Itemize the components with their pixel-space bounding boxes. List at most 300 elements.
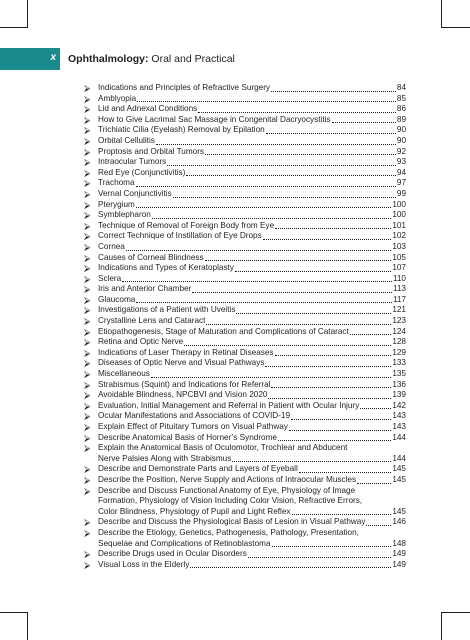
toc-entry-page: 101 [392, 220, 406, 230]
toc-entry-page: 128 [392, 337, 406, 347]
toc-entry-title: Iris and Anterior Chamber [98, 284, 192, 294]
toc-entry-content [98, 443, 406, 464]
toc-entry[interactable] [84, 390, 406, 401]
toc-entry-page: 89 [396, 114, 406, 124]
toc-entry-title: Retina and Optic Nerve [98, 337, 184, 347]
arrow-bullet-icon: ⮚ [84, 273, 91, 284]
toc-entry-line [98, 157, 406, 168]
toc-entry-title: Investigations of a Patient with Uveitis [98, 305, 236, 315]
dot-leader [271, 387, 391, 388]
toc-entry[interactable] [84, 517, 406, 528]
toc-entry[interactable] [84, 157, 406, 168]
toc-entry[interactable] [84, 115, 406, 126]
toc-entry[interactable] [84, 295, 406, 306]
toc-entry-line [98, 358, 406, 369]
crop-mark-top-right-v [441, 0, 442, 28]
toc-entry-title: Trichiatic Cilia (Eyelash) Removal by Epilation [98, 125, 265, 135]
toc-entry[interactable] [84, 178, 406, 189]
arrow-bullet-icon: ⮚ [84, 485, 91, 496]
toc-entry-title: Nerve Palsies Along with Strabismus [98, 453, 232, 463]
toc-entry-content [98, 168, 406, 179]
toc-entry-content [98, 83, 406, 94]
arrow-bullet-icon: ⮚ [84, 146, 91, 157]
arrow-bullet-icon: ⮚ [84, 199, 91, 210]
toc-entry[interactable] [84, 274, 406, 285]
toc-entry-line [98, 263, 406, 274]
toc-entry-content [98, 284, 406, 295]
toc-entry-line [98, 401, 406, 412]
toc-entry-title: Causes of Corneal Blindness [98, 252, 204, 262]
arrow-bullet-icon: ⮚ [84, 337, 91, 348]
toc-entry-line [98, 380, 406, 391]
dot-leader [136, 186, 396, 187]
toc-entry-content [98, 560, 406, 571]
toc-entry-title: Miscellaneous [98, 369, 150, 379]
toc-entry-content [98, 136, 406, 147]
toc-entry[interactable] [84, 433, 406, 444]
toc-entry-line [98, 147, 406, 158]
toc-entry-line [98, 464, 406, 475]
toc-entry-line [98, 327, 406, 338]
toc-entry-title: Vernal Conjunctivitis [98, 188, 172, 198]
dot-leader [173, 197, 396, 198]
dot-leader [291, 419, 391, 420]
toc-entry-line [98, 369, 406, 380]
dot-leader [190, 567, 391, 568]
arrow-bullet-icon: ⮚ [84, 316, 91, 327]
toc-entry-content [98, 104, 406, 115]
toc-entry-title: Etiopathogenesis, Stage of Maturation and Complications of Cataract [98, 326, 349, 336]
toc-entry-content [98, 358, 406, 369]
dot-leader [236, 313, 391, 314]
toc-entry-title: Proptosis and Orbital Tumors [98, 146, 205, 156]
toc-entry-line [98, 348, 406, 359]
toc-entry[interactable] [84, 136, 406, 147]
toc-entry-content [98, 528, 406, 549]
toc-entry-title: Describe Drugs used in Ocular Disorders [98, 549, 247, 559]
toc-entry-content [98, 369, 406, 380]
toc-entry-line [98, 200, 406, 211]
dot-leader [205, 154, 396, 155]
arrow-bullet-icon: ⮚ [84, 157, 91, 168]
toc-entry-content [98, 380, 406, 391]
toc-entry-page: 85 [396, 93, 406, 103]
toc-entry-title: Describe and Discuss Functional Anatomy of Eye, Physiology of Image [98, 485, 356, 495]
toc-entry-content [98, 401, 406, 412]
arrow-bullet-icon: ⮚ [84, 379, 91, 390]
toc-entry[interactable] [84, 337, 406, 348]
toc-entry[interactable] [84, 200, 406, 211]
arrow-bullet-icon: ⮚ [84, 210, 91, 221]
toc-entry-line [98, 475, 406, 486]
arrow-bullet-icon: ⮚ [84, 527, 91, 538]
toc-entry-content [98, 115, 406, 126]
arrow-bullet-icon: ⮚ [84, 390, 91, 401]
toc-entry-title: Indications and Principles of Refractive Surgery [98, 83, 271, 92]
dot-leader [137, 101, 396, 102]
toc-entry-content [98, 464, 406, 475]
toc-entry-content [98, 210, 406, 221]
toc-entry-content [98, 475, 406, 486]
dot-leader [272, 546, 392, 547]
arrow-bullet-icon: ⮚ [84, 326, 91, 337]
toc-entry[interactable] [84, 560, 406, 571]
toc-entry-title: Sclera [98, 273, 122, 283]
toc-entry-line [98, 411, 406, 422]
toc-entry-title: Visual Loss in the Elderly [98, 559, 190, 569]
dot-leader [265, 366, 391, 367]
toc-entry-title: Intraocular Tumors [98, 157, 167, 167]
dot-leader [278, 440, 391, 441]
toc-entry-page: 143 [392, 411, 406, 421]
toc-entry[interactable] [84, 210, 406, 221]
toc-entry-line [98, 560, 406, 571]
crop-mark-bottom-right-v [441, 612, 442, 640]
toc-entry[interactable] [84, 348, 406, 359]
toc-entry-content [98, 242, 406, 253]
dot-leader [235, 271, 391, 272]
toc-entry-content [98, 337, 406, 348]
arrow-bullet-icon: ⮚ [84, 252, 91, 263]
toc-entry-page: 99 [396, 188, 406, 198]
toc-entry-page: 124 [392, 326, 406, 336]
dot-leader [271, 91, 396, 92]
toc-entry-page: 148 [392, 538, 406, 548]
toc-entry-page: 90 [396, 125, 406, 135]
toc-entry[interactable] [84, 189, 406, 200]
dot-leader [122, 281, 392, 282]
arrow-bullet-icon: ⮚ [84, 474, 91, 485]
toc-entry[interactable] [84, 125, 406, 136]
arrow-bullet-icon: ⮚ [84, 464, 91, 475]
toc-entry-content [98, 486, 406, 518]
toc-entry-title: Strabismus (Squint) and Indications for Referral [98, 379, 271, 389]
toc-entry-line [98, 549, 406, 560]
toc-entry[interactable] [84, 528, 406, 549]
toc-entry-title: Describe and Discuss the Physiological Basis of Lesion in Visual Pathway [98, 517, 366, 527]
toc-entry-content [98, 348, 406, 359]
toc-entry-line [98, 295, 406, 306]
toc-entry-content [98, 178, 406, 189]
toc-entry[interactable] [84, 104, 406, 115]
arrow-bullet-icon: ⮚ [84, 369, 91, 380]
toc-entry-title: Cornea [98, 241, 125, 251]
toc-entry[interactable] [84, 401, 406, 412]
toc-entry-page: 133 [392, 358, 406, 368]
dot-leader [268, 398, 391, 399]
arrow-bullet-icon: ⮚ [84, 358, 91, 369]
toc-entry-page: 103 [392, 241, 406, 251]
toc-entry-line [98, 316, 406, 327]
toc-entry-page: 110 [392, 273, 406, 283]
arrow-bullet-icon: ⮚ [84, 432, 91, 443]
toc-entry-title: Explain the Anatomical Basis of Oculomotor, Trochlear and Abducent [98, 443, 348, 453]
toc-entry-title: Describe Anatomical Basis of Horner’s Syndrome [98, 432, 277, 442]
toc-entry-content [98, 316, 406, 327]
toc-entry-line [98, 284, 406, 295]
toc-entry-page: 129 [392, 347, 406, 357]
toc-entry-title: Trachoma [98, 178, 135, 188]
toc-entry[interactable] [84, 549, 406, 560]
toc-entry-title: Evaluation, Initial Management and Referral in Patient with Ocular Injury [98, 400, 360, 410]
toc-entry-page: 145 [392, 464, 406, 474]
dot-leader [292, 514, 392, 515]
toc-entry[interactable] [84, 253, 406, 264]
toc-entry[interactable] [84, 369, 406, 380]
toc-entry[interactable] [84, 327, 406, 338]
toc-entry-title: How to Give Lacrimal Sac Massage in Congenital Dacryocystitis [98, 114, 331, 124]
arrow-bullet-icon: ⮚ [84, 443, 91, 454]
toc-entry-line [98, 539, 406, 550]
toc-entry-title: Crystalline Lens and Cataract [98, 316, 206, 326]
toc-entry-content [98, 231, 406, 242]
toc-entry-title: Indications of Laser Therapy in Retinal Diseases [98, 347, 274, 357]
arrow-bullet-icon: ⮚ [84, 422, 91, 432]
toc-entry-title: Technique of Removal of Foreign Body from Eye [98, 220, 275, 230]
dot-leader [360, 408, 391, 409]
toc-entry[interactable] [84, 464, 406, 475]
toc-entry-title: Glaucoma [98, 294, 136, 304]
toc-entry-page: 94 [396, 167, 406, 177]
dot-leader [299, 472, 392, 473]
toc-entry-page: 146 [392, 517, 406, 527]
toc-entry-page: 100 [392, 199, 406, 209]
arrow-bullet-icon: ⮚ [84, 263, 91, 274]
toc-entry-title: Diseases of Optic Nerve and Visual Pathways [98, 358, 265, 368]
dot-leader [167, 165, 396, 166]
toc-entry-page: 142 [392, 400, 406, 410]
toc-entry-page: 144 [392, 453, 406, 463]
toc-entry-content [98, 94, 406, 105]
toc-entry-title: Correct Technique of Instillation of Eye Drops [98, 231, 262, 241]
toc-entry-content [98, 549, 406, 560]
toc-entry-page: 149 [392, 549, 406, 559]
toc-entry-title: Symblepharon [98, 210, 151, 220]
dot-leader [266, 133, 396, 134]
toc-entry[interactable] [84, 242, 406, 253]
toc-entry-title: Orbital Cellulitis [98, 135, 155, 145]
toc-entry[interactable] [84, 231, 406, 242]
crop-mark-bottom-right-h [442, 612, 470, 613]
toc-entry-line [98, 83, 406, 94]
arrow-bullet-icon: ⮚ [84, 284, 91, 295]
toc-entry-page: 143 [392, 422, 406, 431]
toc-entry-page: 149 [392, 559, 406, 569]
toc-entry-line [98, 242, 406, 253]
toc-entry[interactable] [84, 263, 406, 274]
toc-entry-page: 136 [392, 379, 406, 389]
toc-entry-page: 90 [396, 135, 406, 145]
toc-entry-content [98, 327, 406, 338]
arrow-bullet-icon: ⮚ [84, 167, 91, 178]
toc-entry[interactable] [84, 422, 406, 433]
page-number: x [50, 52, 56, 63]
toc-entry-page: 100 [392, 210, 406, 220]
toc-entry-content [98, 517, 406, 528]
arrow-bullet-icon: ⮚ [84, 400, 91, 411]
toc-entry-page: 84 [396, 83, 406, 92]
dot-leader [156, 144, 396, 145]
arrow-bullet-icon: ⮚ [84, 294, 91, 305]
arrow-bullet-icon: ⮚ [84, 178, 91, 189]
arrow-bullet-icon: ⮚ [84, 347, 91, 358]
crop-mark-top-right-h [442, 27, 470, 28]
toc-entry-title: Avoidable Blindness, NPCBVI and Vision 2020 [98, 390, 268, 400]
arrow-bullet-icon: ⮚ [84, 135, 91, 146]
arrow-bullet-icon: ⮚ [84, 241, 91, 252]
toc-entry-page: 107 [392, 263, 406, 273]
dot-leader [263, 239, 392, 240]
toc-entry-page: 93 [396, 157, 406, 167]
toc-entry-line [98, 231, 406, 242]
toc-entry-page: 92 [396, 146, 406, 156]
dot-leader [136, 302, 392, 303]
toc-entry-page: 102 [392, 231, 406, 241]
toc-entry-page: 113 [392, 284, 406, 294]
toc-entry-title: Color Blindness, Physiology of Pupil and Light Reflex [98, 506, 291, 516]
toc-entry-line [98, 422, 406, 433]
toc-entry[interactable] [84, 221, 406, 232]
toc-entry-page: 105 [392, 252, 406, 262]
toc-entry[interactable] [84, 94, 406, 105]
dot-leader [136, 207, 391, 208]
toc-entry-title: Lid and Adnexal Conditions [98, 104, 198, 114]
toc-entry-line [98, 115, 406, 126]
toc-entry[interactable] [84, 316, 406, 327]
toc-entry-line [98, 517, 406, 528]
dot-leader [206, 324, 391, 325]
table-of-contents [84, 83, 406, 570]
running-head-rest: Oral and Practical [148, 53, 235, 65]
running-head-bold: Ophthalmology: [68, 53, 149, 65]
page-number-tab [0, 48, 60, 70]
toc-entry[interactable] [84, 168, 406, 179]
toc-entry-content [98, 157, 406, 168]
toc-entry[interactable] [84, 284, 406, 295]
toc-entry-content [98, 411, 406, 422]
crop-mark-bottom-left-v [27, 612, 28, 640]
toc-entry-content [98, 221, 406, 232]
dot-leader [275, 355, 392, 356]
dot-leader [357, 483, 391, 484]
toc-entry-title: Explain Effect of Pituitary Tumors on Visual Pathway [98, 422, 288, 431]
arrow-bullet-icon: ⮚ [84, 549, 91, 560]
arrow-bullet-icon: ⮚ [84, 188, 91, 199]
toc-entry[interactable] [84, 305, 406, 316]
toc-entry-page: 97 [396, 178, 406, 188]
toc-entry[interactable] [84, 475, 406, 486]
toc-entry-content [98, 125, 406, 136]
toc-entry-line [98, 274, 406, 285]
dot-leader [151, 377, 391, 378]
toc-entry[interactable] [84, 486, 406, 518]
toc-entry-line [98, 390, 406, 401]
dot-leader [366, 525, 391, 526]
dot-leader [350, 334, 392, 335]
toc-entry-line [98, 253, 406, 264]
dot-leader [186, 175, 396, 176]
toc-entry-title: Ocular Manifestations and Associations of COVID-19 [98, 411, 291, 421]
toc-entry-line [98, 168, 406, 179]
toc-entry-content [98, 422, 406, 433]
toc-entry-line [98, 337, 406, 348]
toc-entry-title: Describe and Demonstrate Parts and Layers of Eyeball [98, 464, 298, 474]
toc-entry-line [98, 125, 406, 136]
dot-leader [232, 461, 391, 462]
toc-entry[interactable] [84, 380, 406, 391]
toc-entry-page: 121 [392, 305, 406, 315]
toc-entry[interactable] [84, 411, 406, 422]
toc-entry-title: Indications and Types of Keratoplasty [98, 263, 234, 273]
arrow-bullet-icon: ⮚ [84, 231, 91, 242]
toc-entry-content [98, 433, 406, 444]
toc-entry-title: Formation, Physiology of Vision Including Color Vision, Refractive Errors, [98, 496, 363, 506]
crop-mark-top-left-h [0, 27, 28, 28]
dot-leader [205, 260, 392, 261]
dot-leader [289, 430, 391, 431]
dot-leader [332, 122, 396, 123]
page-header [0, 48, 470, 70]
toc-entry[interactable] [84, 358, 406, 369]
toc-entry-line [98, 305, 406, 316]
toc-entry-page: 139 [392, 390, 406, 400]
dot-leader [275, 228, 391, 229]
toc-entry-page: 144 [392, 432, 406, 442]
toc-entry-line [98, 94, 406, 105]
dot-leader [152, 218, 392, 219]
arrow-bullet-icon: ⮚ [84, 411, 91, 422]
toc-entry-content [98, 263, 406, 274]
toc-entry-title: Describe the Position, Nerve Supply and Actions of Intraocular Muscles [98, 474, 357, 484]
arrow-bullet-icon: ⮚ [84, 93, 91, 104]
toc-entry-content [98, 189, 406, 200]
toc-entry-title: Pterygium [98, 199, 135, 209]
toc-entry-line [98, 104, 406, 115]
arrow-bullet-icon: ⮚ [84, 220, 91, 231]
arrow-bullet-icon: ⮚ [84, 104, 91, 115]
toc-entry-line [98, 136, 406, 147]
dot-leader [192, 292, 392, 293]
toc-entry-content [98, 253, 406, 264]
toc-entry-content [98, 390, 406, 401]
toc-entry-line [98, 210, 406, 221]
toc-entry-content [98, 295, 406, 306]
toc-entry[interactable] [84, 147, 406, 158]
toc-entry-content [98, 147, 406, 158]
toc-entry-line [98, 189, 406, 200]
toc-entry[interactable] [84, 443, 406, 464]
toc-entry-content [98, 200, 406, 211]
crop-mark-top-left-v [27, 0, 28, 28]
toc-entry-line [98, 454, 406, 465]
toc-entry-line [98, 178, 406, 189]
toc-entry-title: Amblyopia [98, 93, 137, 103]
arrow-bullet-icon: ⮚ [84, 559, 91, 570]
toc-entry-content [98, 305, 406, 316]
dot-leader [184, 345, 391, 346]
running-head [68, 53, 235, 65]
crop-mark-bottom-left-h [0, 612, 28, 613]
dot-leader [198, 112, 396, 113]
arrow-bullet-icon: ⮚ [84, 83, 91, 93]
toc-entry[interactable] [84, 83, 406, 94]
arrow-bullet-icon: ⮚ [84, 517, 91, 528]
dot-leader [126, 250, 391, 251]
toc-entry-title: Describe the Etiology, Genetics, Pathogenesis, Pathology, Presentation, [98, 527, 359, 537]
toc-entry-content [98, 274, 406, 285]
arrow-bullet-icon: ⮚ [84, 305, 91, 316]
arrow-bullet-icon: ⮚ [84, 125, 91, 136]
